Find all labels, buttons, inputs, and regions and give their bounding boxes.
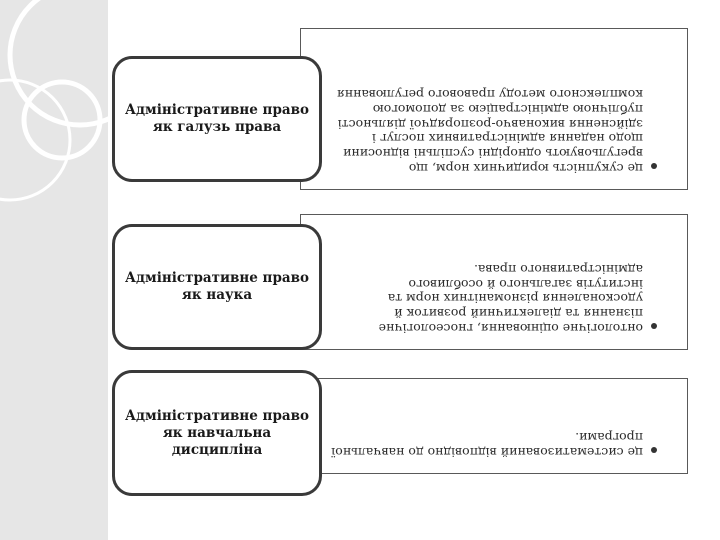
term-label: Адміністративне право як наука: [125, 270, 310, 303]
definition-text: онтологічне оцінювання, гносеологічне пізнання та діалектичний розвиток й удосконалення різноманітних норм та інститутів загального й особливого адміністративного права.: [378, 261, 643, 336]
term-label: Адміністративне право як галузь права: [125, 102, 310, 135]
bullet-icon: [651, 447, 657, 453]
bullet-item: [319, 261, 657, 335]
term-box-science: [112, 224, 322, 350]
bullet-item: [319, 429, 657, 459]
bullet-icon: [651, 323, 657, 329]
term-label: Адміністративне право як навчальна дисципліна: [125, 407, 310, 458]
definition-text: це сукупність юридичних норм, що врегульовують однорідні суспільні відносини щодо надання адміністративних послуг і здійснення виконавчо-розпорядчої діяльності публічною адміністрацією за допомогою комплексного методу правового регулювання: [336, 87, 643, 176]
bullet-icon: [651, 163, 657, 169]
definition-box-discipline: [300, 378, 688, 474]
definition-box-science: [300, 214, 688, 350]
term-box-discipline: [112, 370, 322, 496]
definition-text: це систематизований відповідно до навчальної програми.: [331, 430, 643, 460]
